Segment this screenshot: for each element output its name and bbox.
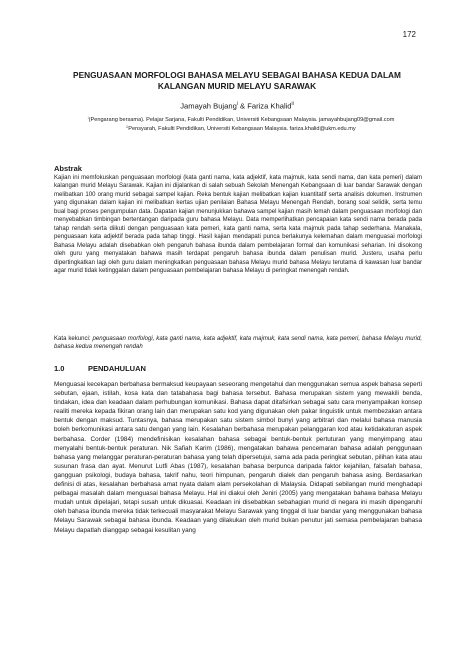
author-separator: & <box>237 101 248 111</box>
affiliation-2: ⁱⁱPensyarah, Fakulti Pendidikan, Universiti Kebangsaan Malaysia. fariza.khalid@ukm.edu.my <box>126 126 356 132</box>
abstract-text: Kajian ini memfokuskan penguasaan morfologi (kata ganti nama, kata adjektif, kata majmuk, kata sendi nama, dan kata pemeri) dalam kalangan murid Melayu Sarawak. Kajian ini dijalankan di salah sebuah Sekolah Menengah Kebangsaan di luar bandar Sarawak dengan melibatkan 100 orang murid sebagai sampel kajian. Reka bentuk kajian melibatkan kajian kuantitatif serta analisis dokumen. Instrumen yang digunakan dalam kajian ini melibatkan kertas ujian penilaian Bahasa Melayu Menengah Rendah, borang soal selidik, serta temu bual bagi proses pengumpulan data. Dapatan kajian menunjukkan bahawa sampel kajian masih lemah dalam penguasaan morfologi dan menyebabkan timbingan bertentangan daripada guru bahasa Melayu. Data memperlihatkan pencapaian kata sendi nama berada pada tahap rendah serta diikuti dengan penguasaan kata pemeri, kata ganti nama, serta kata majmuk pada tahap sederhana. Manakala, penguasaan kata adjektif berada pada tahap tinggi. Hasil kajian mendapati punca berlakunya kelemahan dalam menguasai morfologi Bahasa Melayu adalah disebabkan oleh pengaruh bahasa ibunda dalam pembelajaran formal dan komunikasi seharian. Ini disokong oleh guru yang menyatakan bahawa masih terdapat pengaruh bahasa ibunda dalam penulisan murid. Justeru, usaha perlu dipertingkatkan lagi oleh guru dalam meningkatkan penguasaan bahasa Melayu murid bahasa Melayu terutama di kawasan luar bandar agar murid tidak ketinggalan dalam penguasaan pembelajaran bahasa Melayu di peringkat menengah rendah. <box>54 175 422 274</box>
title-line-1: PENGUASAAN MORFOLOGI BAHASA MELAYU SEBAGAI BAHASA KEDUA DALAM <box>73 70 401 80</box>
paper-title <box>40 70 434 92</box>
abstract-heading: Abstrak <box>54 164 82 173</box>
title-line-2: KALANGAN MURID MELAYU SARAWAK <box>157 81 317 91</box>
section-title: PENDAHULUAN <box>88 364 146 373</box>
authors <box>40 101 434 111</box>
section-heading <box>54 364 146 373</box>
affiliation-1: ⁱ(Pengarang bersama). Pelajar Sarjana, Fakulti Pendidikan, Universiti Kebangsaan Malaysia. jamayahbujang09@gmail.com <box>87 117 395 123</box>
section-number: 1.0 <box>54 364 65 373</box>
keywords <box>54 335 422 352</box>
affiliations <box>58 116 424 134</box>
keywords-label: Kata kekunci: <box>54 336 93 342</box>
author-2: Fariza Khalid <box>247 101 292 111</box>
keywords-text: penguasaan morfologi, kata ganti nama, kata adjektif, kata majmuk, kata sendi nama, kata pemeri, bahasa Melayu murid, bahasa kedua menengah rendah <box>54 336 423 351</box>
author-1: Jamayah Bujang <box>180 101 237 111</box>
section-text: Menguasai kecekapan berbahasa bermaksud keupayaan seseorang mengetahui dan menggunakan semua aspek bahasa seperti sebutan, ejaan, istilah, kosa kata dan tatabahasa bagi bahasa tersebut. Bahasa merupakan sistem yang mewakili benda, tindakan, idea dan keadaan dalam perhubungan komunikasi. Bahasa dapat ditafsirkan sebagai satu cara menyampaikan konsep realiti mereka kepada fikiran orang lain dan merupakan satu kod yang digunakan oleh pakar linguistik untuk membezakan antara bentuk dengan maksud. Tuntasnya, bahasa merupakan satu sistem simbol bunyi yang arbitrari dan melalui bahasa manusia boleh berkomunikasi antara satu dengan yang lain. Kesalahan berbahasa merupakan pelanggaran kod atau ketidakaturan aspek berbahasa. Corder (1984) mendefinisikan kesalahan bahasa sebagai bentuk-bentuk pertuturan yang menyimpang atau menyalahi bentuk-bentuk peraturan. Nik Safiah Karim (1986), mengatakan bahawa pencemaran bahasa adalah penggunaan bahasa yang melanggar peraturan-peraturan bahasa yang telah dipersetujui, sama ada pada peringkat sebutan, pilihan kata atau susunan frasa dan ayat. Menurut Lutfi Abas (1987), kesalahan bahasa berpunca daripada faktor kejahilan, falsafah bahasa, gangguan psikologi, budaya bahasa, takrif nahu, teori himpunan, pengaruh dialek dan pengaruh bahasa asing. Berdasarkan definisi di atas, kesalahan berbahasa amat nyata dalam alam persekolahan di Malaysia. Didapati sebilangan murid menghadapi pelbagai masalah dalam menguasai bahasa Melayu. Hal ini diakui oleh Jeniri (2005) yang mengatakan bahawa bahasa Melayu mudah untuk dipelajari, tetapi susah untuk dikuasai. Keadaan ini disebabkan sebahagian murid di negara ini masih dipengaruhi oleh bahasa ibunda mereka tidak terkecuali masyarakat Melayu Sarawak yang tinggal di luar bandar yang menggunakan bahasa Melayu Sarawak sebagai bahasa ibunda. Keadaan yang dilakukan oleh murid bukan penutur jati semasa pembelajaran bahasa Melayu dapatlah dianggap sebagai kesulitan yang <box>54 381 422 534</box>
author-2-marker: ii <box>291 101 294 107</box>
page-number: 172 <box>402 30 416 39</box>
author-1-marker: i <box>236 101 238 107</box>
